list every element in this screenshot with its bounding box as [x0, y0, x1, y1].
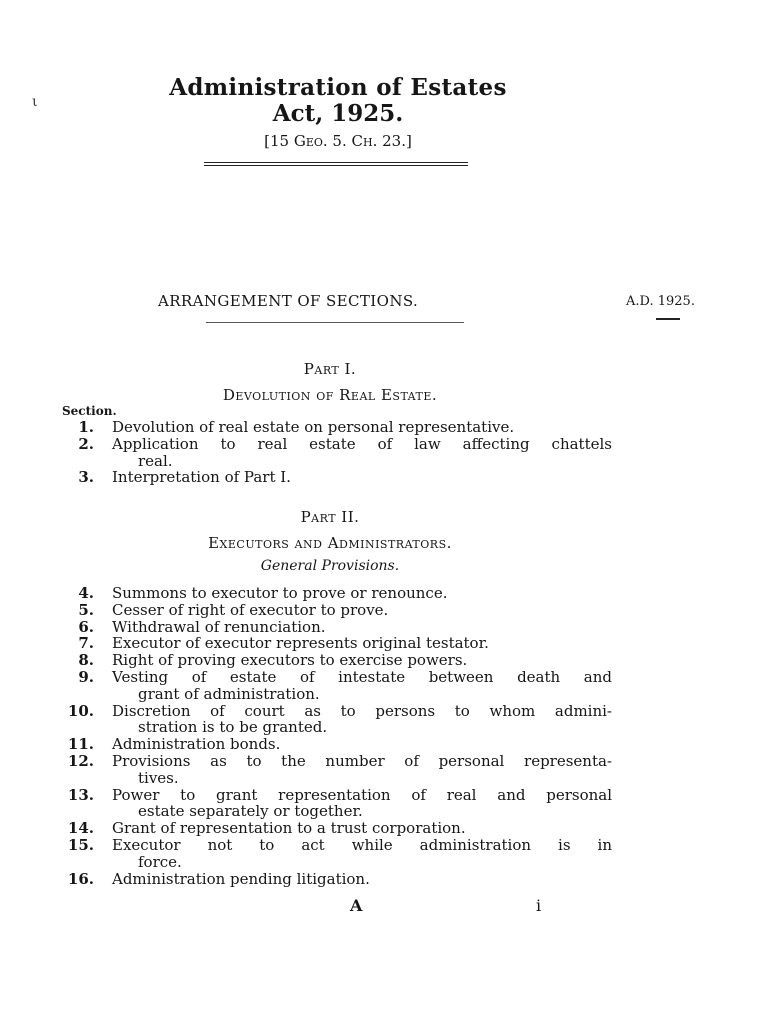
signature-mark: A — [350, 896, 363, 915]
section-title — [112, 871, 612, 888]
section-number: 11. — [67, 735, 94, 754]
part-2-title: Executors and Administrators. — [208, 534, 452, 552]
section-number: 12. — [67, 752, 94, 770]
section-title-line: Executor not to act while administration is in — [112, 836, 612, 854]
year-rule — [656, 318, 680, 320]
section-title-line: stration is to be granted. — [138, 718, 328, 737]
section-title — [112, 419, 612, 436]
section-title — [112, 753, 612, 787]
section-title-line: Executor of executor represents original testator. — [112, 634, 489, 653]
section-title — [112, 652, 612, 669]
section-number: 1. — [78, 418, 94, 436]
margin-mark: ι — [32, 94, 38, 110]
margin-year: A.D. 1925. — [626, 294, 695, 309]
arrangement-rule — [206, 322, 464, 323]
section-title-line: Right of proving executors to exercise powers. — [112, 651, 468, 670]
section-title-line: Provisions as to the number of personal representa- — [112, 752, 612, 770]
section-column-label: Section. — [62, 404, 117, 418]
section-title-line: Administration pending litigation. — [112, 869, 370, 888]
section-number: 15. — [67, 836, 94, 854]
section-title-line: Power to grant representation of real and personal — [112, 785, 612, 804]
section-number: 8. — [78, 651, 94, 670]
arrangement-heading: ARRANGEMENT OF SECTIONS. — [158, 292, 419, 310]
section-title-line: tives. — [138, 768, 179, 787]
section-title — [112, 837, 612, 871]
section-title — [112, 787, 612, 821]
section-title — [112, 585, 612, 602]
section-title-line: Grant of representation to a trust corporation. — [112, 819, 466, 838]
section-title-line: Application to real estate of law affecting chattels — [112, 434, 612, 453]
section-number: 4. — [78, 584, 94, 602]
section-title-line: Summons to executor to prove or renounce. — [112, 584, 448, 602]
section-number: 2. — [78, 434, 94, 453]
section-number: 14. — [67, 819, 94, 838]
section-title-line: Withdrawal of renunciation. — [112, 617, 326, 636]
section-title — [112, 703, 612, 737]
section-title — [112, 469, 612, 486]
section-number: 13. — [67, 785, 94, 804]
section-title — [112, 436, 612, 470]
section-title-line: Cesser of right of executor to prove. — [112, 600, 389, 619]
act-title-line-2: Act, 1925. — [272, 100, 404, 127]
section-title-line: force. — [138, 852, 182, 871]
part-1-heading: Part I. — [303, 360, 357, 378]
section-number: 9. — [78, 668, 94, 686]
title-double-rule — [204, 162, 468, 166]
section-number: 16. — [67, 869, 94, 888]
section-title-line: estate separately or together. — [138, 802, 363, 821]
section-number: 7. — [78, 634, 94, 653]
part-1-title: Devolution of Real Estate. — [222, 386, 438, 404]
section-number: 3. — [78, 468, 94, 487]
section-title — [112, 602, 612, 619]
section-title-line: real. — [138, 451, 173, 470]
section-title-line: Vesting of estate of intestate between death and — [112, 668, 612, 686]
section-title — [112, 820, 612, 837]
section-number: 5. — [78, 600, 94, 619]
section-title-line: Administration bonds. — [112, 735, 281, 754]
part-2-subtitle: General Provisions. — [260, 558, 400, 574]
section-title-line: grant of administration. — [138, 684, 320, 703]
section-title-line: Devolution of real estate on personal representative. — [112, 418, 515, 436]
section-title-line: Discretion of court as to persons to whom admini- — [112, 701, 612, 720]
part-2-heading: Part II. — [300, 508, 360, 526]
section-title — [112, 635, 612, 652]
section-number: 10. — [67, 701, 94, 720]
page-number: i — [536, 896, 542, 915]
section-title — [112, 619, 612, 636]
section-title — [112, 736, 612, 753]
section-title — [112, 669, 612, 703]
act-title-line-1: Administration of Estates — [169, 74, 507, 101]
act-citation: [15 Geo. 5. Ch. 23.] — [264, 132, 412, 150]
section-number: 6. — [78, 617, 94, 636]
section-title-line: Interpretation of Part I. — [112, 468, 291, 487]
